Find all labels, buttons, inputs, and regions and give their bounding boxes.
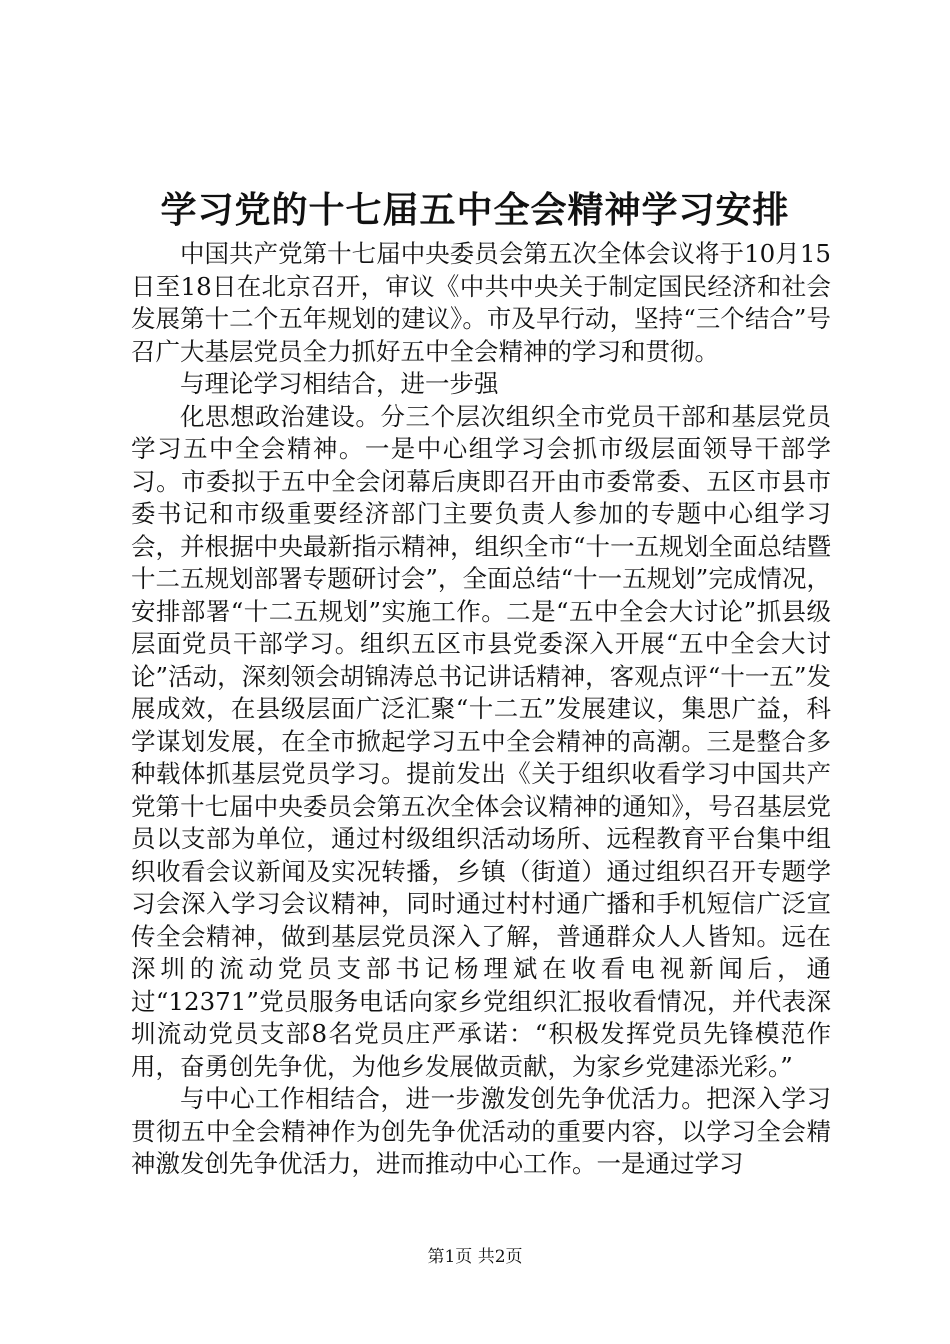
document-title: 学习党的十七届五中全会精神学习安排 xyxy=(160,189,790,231)
paragraph: 化思想政治建设。分三个层次组织全市党员干部和基层党员学习五中全会精神。一是中心组学习会抓市级层面领导干部学习。市委拟于五中全会闭幕后庚即召开由市委常委、五区市县市委书记和市级重要经济部门主要负责人参加的专题中心组学习会，并根据中央最新指示精神，组织全市“十一五规划全面总结暨十二五规划部署专题研讨会”，全面总结“十一五规划”完成情况，安排部署“十二五规划”实施工作。二是“五中全会大讨论”抓县级层面党员干部学习。组织五区市县党委深入开展“五中全会大讨论”活动，深刻领会胡锦涛总书记讲话精神，客观点评“十一五”发展成效，在县级层面广泛汇聚“十二五”发展建议，集思广益，科学谋划发展，在全市掀起学习五中全会精神的高潮。三是整合多种载体抓基层党员学习。提前发出《关于组织收看学习中国共产党第十七届中央委员会第五次全体会议精神的通知》，号召基层党员以支部为单位，通过村级组织活动场所、远程教育平台集中组织收看会议新闻及实况转播，乡镇（街道）通过组织召开专题学习会深入学习会议精神，同时通过村村通广播和手机短信广泛宣传全会精神，做到基层党员深入了解，普通群众人人皆知。远在深圳的流动党员支部书记杨理斌在收看电视新闻后，通过“12371”党员服务电话向家乡党组织汇报收看情况，并代表深圳流动党员支部8名党员庄严承诺：“积极发挥党员先锋模范作用，奋勇创先争优，为他乡发展做贡献，为家乡党建添光彩。” xyxy=(131,401,831,1081)
page-number-footer: 第1页 共2页 xyxy=(427,1247,523,1267)
paragraph: 中国共产党第十七届中央委员会第五次全体会议将于10月15日至18日在北京召开，审议《中共中央关于制定国民经济和社会发展第十二个五年规划的建议》。市及早行动，坚持“三个结合”号召广大基层党员全力抓好五中全会精神的学习和贯彻。 xyxy=(131,239,831,366)
document-body xyxy=(131,238,831,1181)
paragraph: 与中心工作相结合，进一步激发创先争优活力。把深入学习贯彻五中全会精神作为创先争优活动的重要内容，以学习全会精神激发创先争优活力，进而推动中心工作。一是通过学习 xyxy=(131,1084,831,1178)
paragraph: 与理论学习相结合，进一步强 xyxy=(180,369,499,398)
